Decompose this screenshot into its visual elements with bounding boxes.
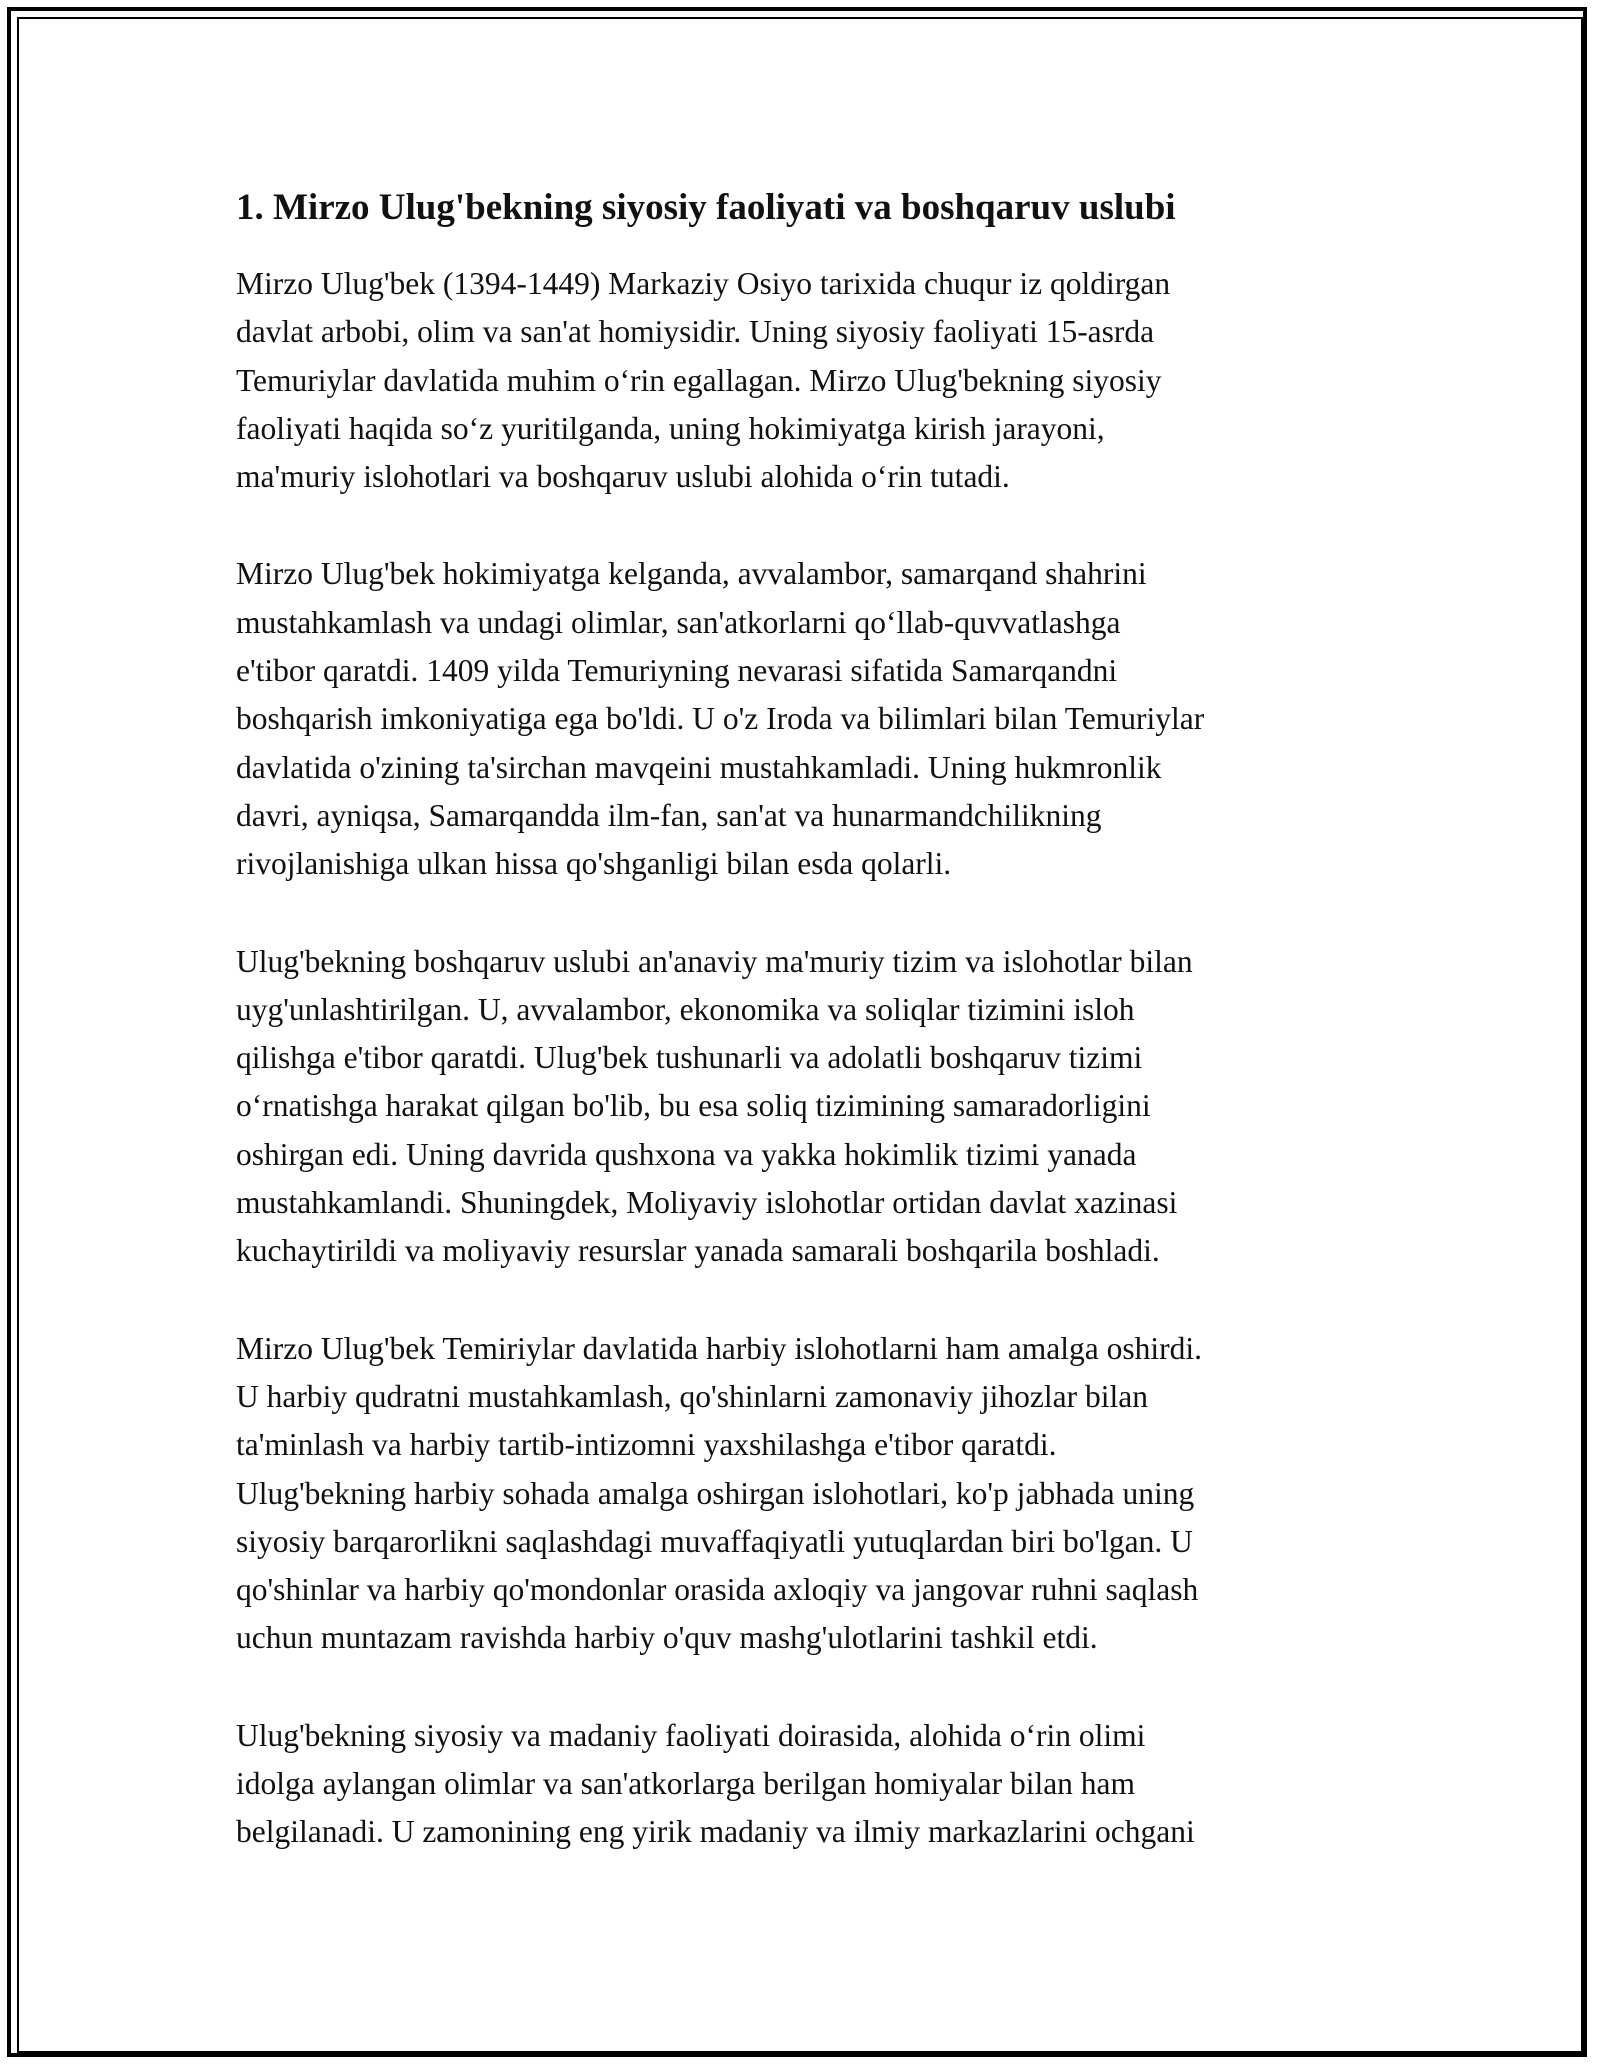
paragraph-3 — [236, 938, 1366, 1276]
text-line: e'tibor qaratdi. 1409 yilda Temuriyning nevarasi sifatida Samarqandni — [236, 653, 1118, 689]
text-line: Mirzo Ulug'bek Temiriylar davlatida harbiy islohotlarni ham amalga oshirdi. — [236, 1330, 1203, 1366]
text-line: o‘rnatishga harakat qilgan bo'lib, bu esa soliq tizimining samaradorligini — [236, 1088, 1151, 1124]
document-body — [236, 186, 1366, 1906]
text-line: Mirzo Ulug'bek (1394-1449) Markaziy Osiyo tarixida chuqur iz qoldirgan — [236, 266, 1171, 301]
text-line: faoliyati haqida so‘z yuritilganda, uning hokimiyatga kirish jarayoni, — [236, 410, 1105, 446]
text-line: ta'minlash va harbiy tartib-intizomni yaxshilashga e'tibor qaratdi. — [236, 1427, 1057, 1463]
paragraph-1 — [236, 260, 1366, 501]
text-line: Ulug'bekning harbiy sohada amalga oshirgan islohotlari, ko'p jabhada uning — [236, 1475, 1195, 1511]
text-line: boshqarish imkoniyatiga ega bo'ldi. U o'z Iroda va bilimlari bilan Temuriylar — [236, 701, 1205, 737]
text-line: kuchaytirildi va moliyaviy resurslar yanada samarali boshqarila boshladi. — [236, 1233, 1160, 1269]
text-line: qo'shinlar va harbiy qo'mondonlar orasida axloqiy va jangovar ruhni saqlash — [236, 1572, 1199, 1608]
text-line: idolga aylangan olimlar va san'atkorlarga berilgan homiyalar bilan ham — [236, 1766, 1136, 1802]
text-line: rivojlanishiga ulkan hissa qo'shganligi bilan esda qolarli. — [236, 846, 952, 882]
text-line: davlat arbobi, olim va san'at homiysidir. Uning siyosiy faoliyati 15-asrda — [236, 314, 1155, 350]
text-line: belgilanadi. U zamonining eng yirik madaniy va ilmiy markazlarini ochgani — [236, 1814, 1195, 1850]
text-line: Ulug'bekning boshqaruv uslubi an'anaviy ma'muriy tizim va islohotlar bilan — [236, 943, 1193, 979]
paragraph-2 — [236, 550, 1366, 888]
text-line: Mirzo Ulug'bek hokimiyatga kelganda, avvalambor, samarqand shahrini — [236, 556, 1147, 592]
text-line: uyg'unlashtirilgan. U, avvalambor, ekonomika va soliqlar tizimini isloh — [236, 991, 1135, 1027]
text-line: qilishga e'tibor qaratdi. Ulug'bek tushunarli va adolatli boshqaruv tizimi — [236, 1040, 1143, 1076]
text-line: mustahkamlash va undagi olimlar, san'atkorlarni qo‘llab-quvvatlashga — [236, 604, 1121, 640]
text-line: siyosiy barqarorlikni saqlashdagi muvaffaqiyatli yutuqlardan biri bo'lgan. U — [236, 1523, 1193, 1559]
text-line: oshirgan edi. Uning davrida qushxona va yakka hokimlik tizimi yanada — [236, 1136, 1137, 1172]
paragraph-4 — [236, 1325, 1366, 1663]
document-title: 1. Mirzo Ulug'bekning siyosiy faoliyati va boshqaruv uslubi — [236, 187, 1176, 228]
paragraph-5 — [236, 1712, 1366, 1857]
text-line: davri, ayniqsa, Samarqandda ilm-fan, san'at va hunarmandchilikning — [236, 797, 1102, 833]
text-line: Temuriylar davlatida muhim o‘rin egallagan. Mirzo Ulug'bekning siyosiy — [236, 362, 1162, 398]
text-line: ma'muriy islohotlari va boshqaruv uslubi alohida o‘rin tutadi. — [236, 459, 1010, 495]
text-line: uchun muntazam ravishda harbiy o'quv mashg'ulotlarini tashkil etdi. — [236, 1620, 1098, 1656]
text-line: davlatida o'zining ta'sirchan mavqeini mustahkamladi. Uning hukmronlik — [236, 749, 1162, 785]
text-line: U harbiy qudratni mustahkamlash, qo'shinlarni zamonaviy jihozlar bilan — [236, 1378, 1148, 1414]
text-line: Ulug'bekning siyosiy va madaniy faoliyati doirasida, alohida o‘rin olimi — [236, 1717, 1146, 1753]
text-line: mustahkamlandi. Shuningdek, Moliyaviy islohotlar ortidan davlat xazinasi — [236, 1185, 1178, 1221]
